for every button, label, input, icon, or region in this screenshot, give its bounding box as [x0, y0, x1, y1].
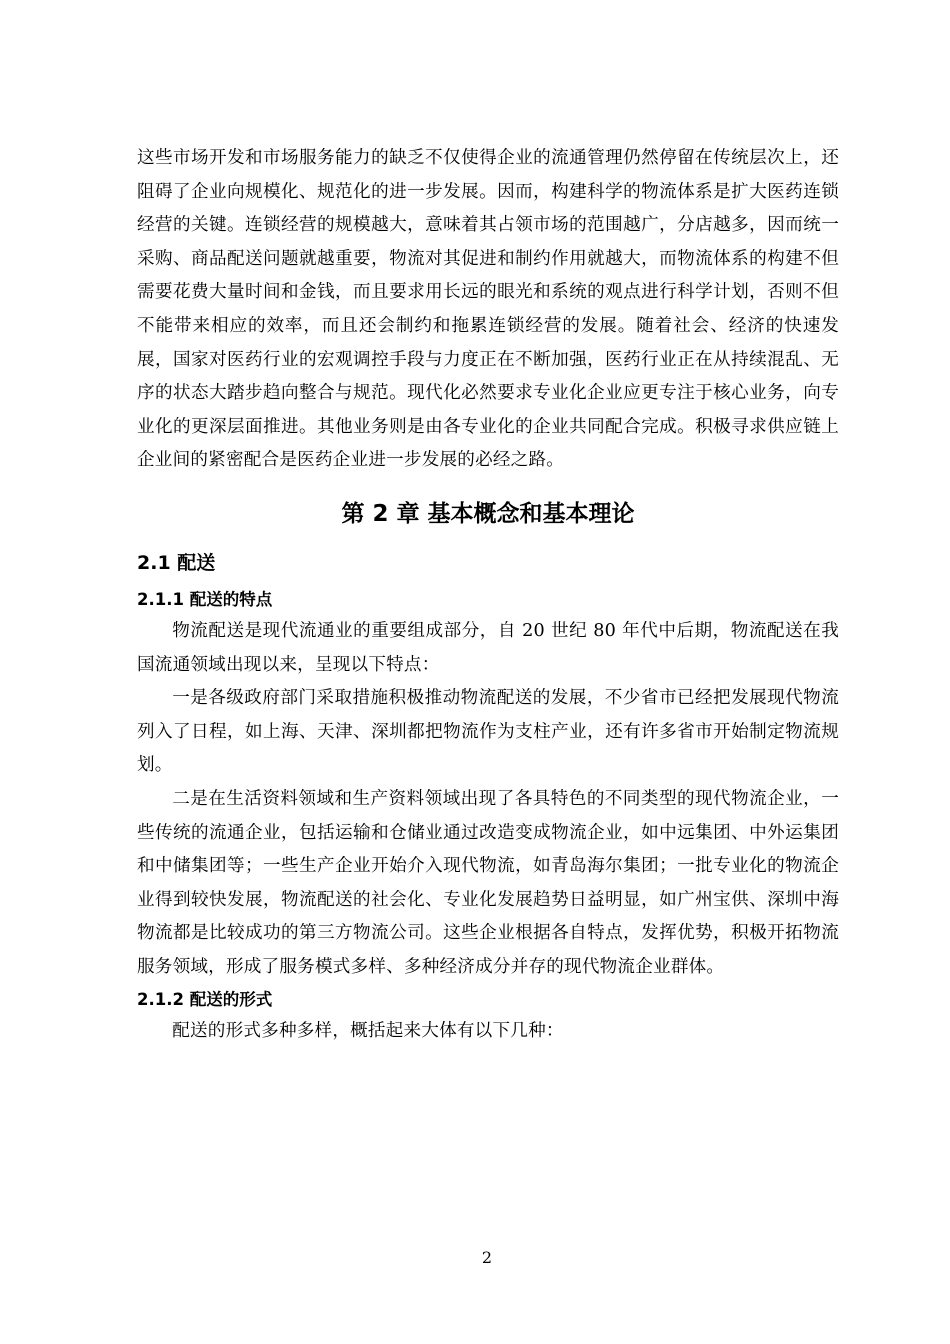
subsection-title-2-1-2: 2.1.2 配送的形式 — [137, 990, 273, 1010]
chapter-title: 第 2 章 基本概念和基本理论 — [341, 500, 635, 527]
paragraph-continuation: 这些市场开发和市场服务能力的缺乏不仅使得企业的流通管理仍然停留在传统层次上，还阻碍了企业向规模化、规范化的进一步发展。因而，构建科学的物流体系是扩大医药连锁经营的关键。连锁经营的规模越大，意味着其占领市场的范围越广，分店越多，因而统一采购、商品配送问题就越重要，物流对其促进和制约作用就越大，而物流体系的构建不但需要花费大量时间和金钱，而且要求用长远的眼光和系统的观点进行科学计划，否则不但不能带来相应的效率，而且还会制约和拖累连锁经营的发展。随着社会、经济的快速发展，国家对医药行业的宏观调控手段与力度正在不断加强，医药行业正在从持续混乱、无序的状态大踏步趋向整合与规范。现代化必然要求专业化企业应更专注于核心业务，向专业化的更深层面推进。其他业务则是由各专业化的企业共同配合完成。积极寻求供应链上企业间的紧密配合是医药企业进一步发展的必经之路。 — [137, 148, 839, 471]
paragraph-features-intro: 物流配送是现代流通业的重要组成部分，自 20 世纪 80 年代中后期，物流配送在我国流通领域出现以来，呈现以下特点： — [137, 620, 839, 675]
section-title-2-1: 2.1 配送 — [137, 551, 216, 574]
paragraph-feature-1: 一是各级政府部门采取措施积极推动物流配送的发展，不少省市已经把发展现代物流列入了日程，如上海、天津、深圳都把物流作为支柱产业，还有许多省市开始制定物流规划。 — [137, 688, 839, 776]
paragraph-forms-intro: 配送的形式多种多样，概括起来大体有以下几种： — [172, 1021, 564, 1042]
page-number: 2 — [481, 1248, 493, 1267]
paragraph-feature-2: 二是在生活资料领域和生产资料领域出现了各具特色的不同类型的现代物流企业，一些传统的流通企业，包括运输和仓储业通过改造变成物流企业，如中远集团、中外运集团和中储集团等；一些生产企业开始介入现代物流，如青岛海尔集团；一批专业化的物流企业得到较快发展，物流配送的社会化、专业化发展趋势日益明显，如广州宝供、深圳中海物流都是比较成功的第三方物流公司。这些企业根据各自特点，发挥优势，积极开拓物流服务领域，形成了服务模式多样、多种经济成分并存的现代物流企业群体。 — [137, 788, 839, 977]
page-body — [137, 142, 839, 1049]
subsection-title-2-1-1: 2.1.1 配送的特点 — [137, 589, 273, 609]
